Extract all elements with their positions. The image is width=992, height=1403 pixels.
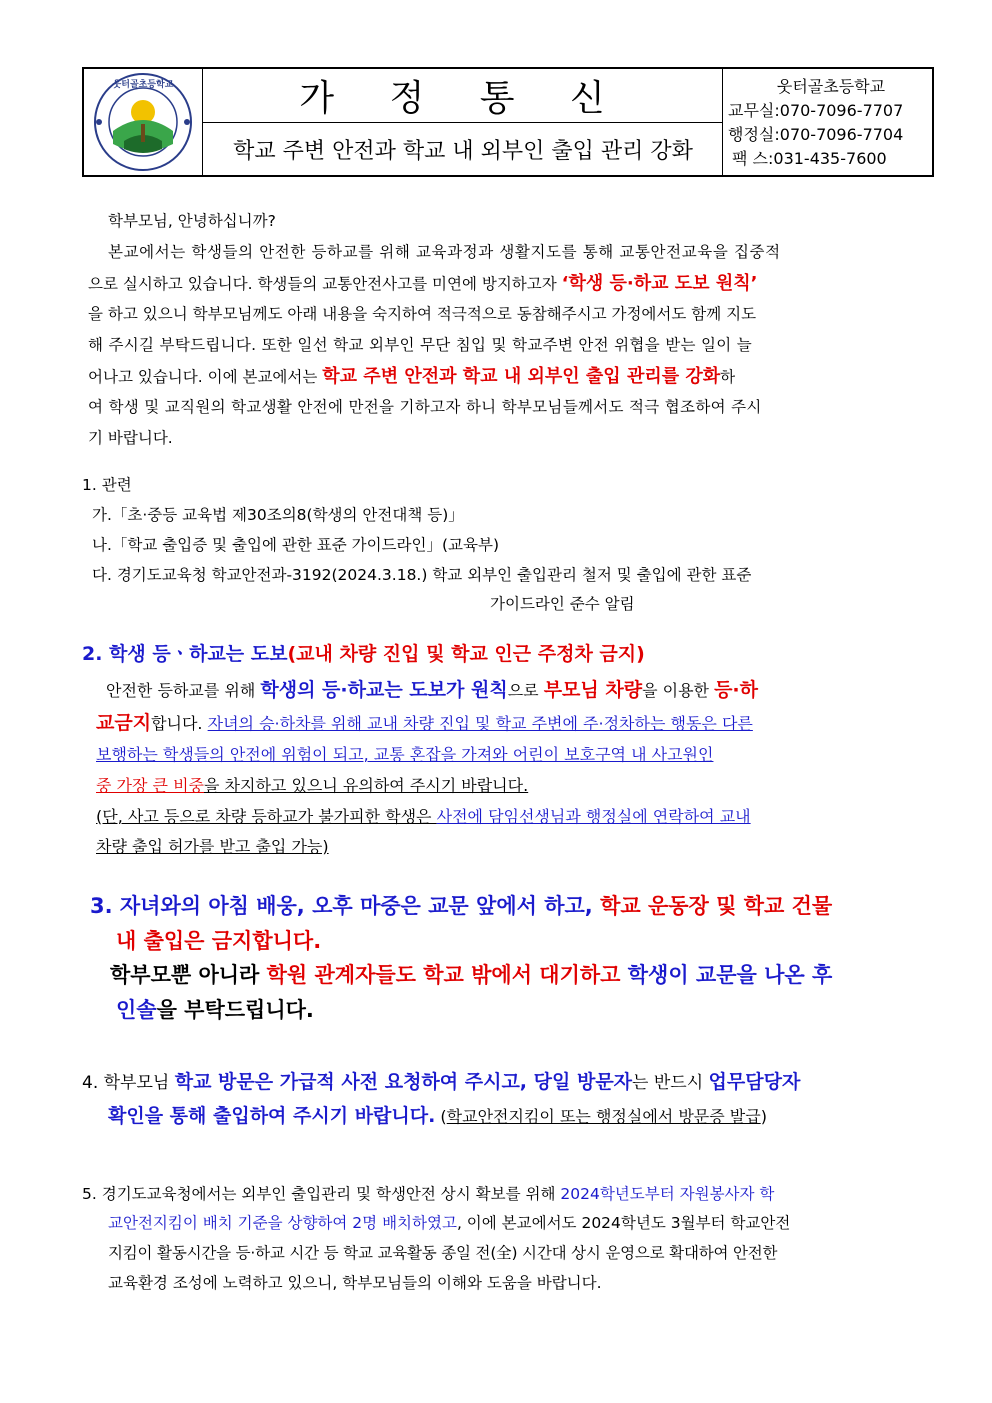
intro-line: 으로 실시하고 있습니다. 학생들의 교통안전사고를 미연에 방지하고자 ‘학생 등·하교 도보 원칙’ <box>88 273 758 294</box>
section-3-line: 인솔을 부탁드립니다. <box>116 998 314 1022</box>
reference-item: 나.「학교 출입증 및 출입에 관한 표준 가이드라인」(교육부) <box>92 536 499 554</box>
section-5-line: 교육환경 조성에 노력하고 있으니, 학부모님들의 이해와 도움을 바랍니다. <box>108 1274 602 1292</box>
section-3-heading: 3. 자녀와의 아침 배웅, 오후 마중은 교문 앞에서 하고, 학교 운동장 및 학교 건물 <box>90 894 833 918</box>
intro-line: 을 하고 있으니 학부모님께도 아래 내용을 숙지하여 적극적으로 동참해주시고 가정에서도 함께 지도 <box>88 305 757 323</box>
section-2-heading: 2. 학생 등ㆍ하교는 도보(교내 차량 진입 및 학교 인근 주정차 금지) <box>82 643 645 665</box>
section-2-line: 안전한 등하교를 위해 학생의 등·하교는 도보가 원칙으로 부모님 차량을 이용한 등·하 <box>106 679 759 701</box>
reference-item: 가이드라인 준수 알림 <box>490 595 635 613</box>
logo-top-text: 웃터골초등학교 <box>112 80 174 90</box>
school-emblem-icon <box>84 69 202 175</box>
reference-item: 가.「초·중등 교육법 제30조의8(학생의 안전대책 등)」 <box>92 506 464 524</box>
reference-item: 다. 경기도교육청 학교안전과-3192(2024.3.18.) 학교 외부인 출입관리 철저 및 출입에 관한 표준 <box>92 566 752 584</box>
section-4-line: 4. 학부모님 학교 방문은 가급적 사전 요청하여 주시고, 당일 방문자는 반드시 업무담당자 <box>82 1071 801 1093</box>
intro-line: 기 바랍니다. <box>88 429 173 447</box>
header-box <box>82 67 934 177</box>
school-name: 웃터골초등학교 <box>776 77 886 96</box>
section-5-line: 교안전지킴이 배치 기준을 상향하여 2명 배치하였고, 이에 본교에서도 2024학년도 3월부터 학교안전 <box>108 1214 791 1232</box>
section-2-line: 차량 출입 허가를 받고 출입 가능) <box>96 837 329 856</box>
section-2-line: 보행하는 학생들의 안전에 위험이 되고, 교통 혼잡을 가져와 어린이 보호구역 내 사고원인 <box>96 745 714 764</box>
section-5-line: 지킴이 활동시간을 등·하교 시간 등 학교 교육활동 종일 전(全) 시간대 상시 운영으로 확대하여 안전한 <box>108 1244 778 1262</box>
section-4-line: 확인을 통해 출입하여 주시기 바랍니다. (학교안전지킴이 또는 행정실에서 방문증 발급) <box>108 1105 767 1127</box>
section-1-heading: 1. 관련 <box>82 476 132 494</box>
page-subtitle: 학교 주변 안전과 학교 내 외부인 출입 관리 강화 <box>233 138 693 164</box>
section-2-line: 교금지합니다. 자녀의 승·하차를 위해 교내 차량 진입 및 학교 주변에 주·정차하는 행동은 다른 <box>96 712 753 734</box>
highlight-walk-principle: ‘학생 등·하교 도보 원칙’ <box>561 273 758 294</box>
page-title: 가 정 통 신 <box>203 69 723 123</box>
section-2-line: 중 가장 큰 비중을 차지하고 있으니 유의하여 주시기 바랍니다. <box>96 776 529 795</box>
faculty-phone: 교무실:070-7096-7707 <box>728 101 904 120</box>
intro-line: 어나고 있습니다. 이에 본교에서는 학교 주변 안전과 학교 내 외부인 출입 관리를 강화하 <box>88 366 736 387</box>
school-contact <box>728 75 934 171</box>
section-5-line: 5. 경기도교육청에서는 외부인 출입관리 및 학생안전 상시 확보를 위해 2024학년도부터 자원봉사자 학 <box>82 1185 775 1203</box>
section-2-line: (단, 사고 등으로 차량 등하교가 불가피한 학생은 사전에 담임선생님과 행정실에 연락하여 교내 <box>96 807 751 826</box>
highlight-management: 학교 주변 안전과 학교 내 외부인 출입 관리를 강화 <box>322 366 721 387</box>
school-logo <box>84 69 203 175</box>
admin-phone: 행정실:070-7096-7704 <box>728 125 904 144</box>
intro-line: 본교에서는 학생들의 안전한 등하교를 위해 교육과정과 생활지도를 통해 교통안전교육을 집중적 <box>108 243 781 261</box>
greeting: 학부모님, 안녕하십니까? <box>108 212 276 230</box>
section-3-line: 학부모뿐 아니라 학원 관계자들도 학교 밖에서 대기하고 학생이 교문을 나온 후 <box>110 963 833 987</box>
intro-line: 해 주시길 부탁드립니다. 또한 일선 학교 외부인 무단 침입 및 학교주변 안전 위협을 받는 일이 늘 <box>88 336 753 354</box>
intro-line: 여 학생 및 교직원의 학교생활 안전에 만전을 기하고자 하니 학부모님들께서도 적극 협조하여 주시 <box>88 398 762 416</box>
divider <box>722 69 723 175</box>
section-3-line: 내 출입은 금지합니다. <box>116 929 322 953</box>
fax-number: 팩 스:031-435-7600 <box>732 149 887 168</box>
